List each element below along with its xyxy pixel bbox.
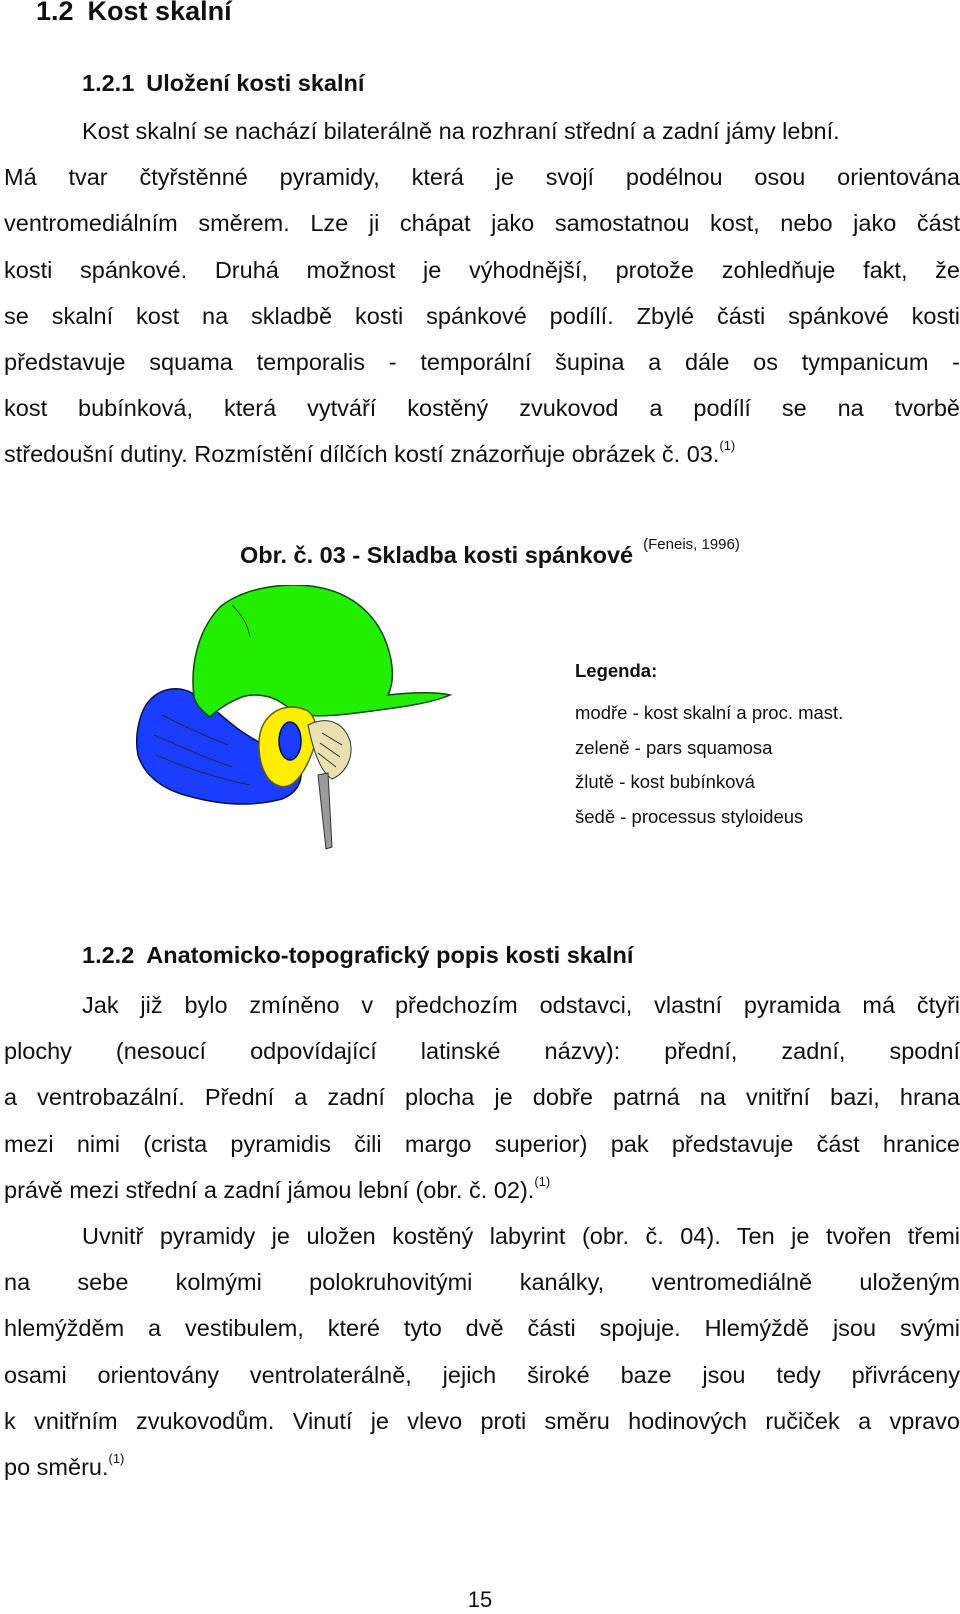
subsection-title: Uložení kosti skalní [146, 70, 365, 96]
paragraph-line: osami orientovány ventrolaterálně, jejich široké baze jsou tedy přivráceny [4, 1361, 960, 1388]
paragraph-line: představuje squama temporalis - temporální šupina a dále os tympanicum - [4, 348, 960, 375]
legend-item-blue: modře - kost skalní a proc. mast. [575, 702, 844, 723]
paragraph-line: a ventrobazální. Přední a zadní plocha je dobře patrná na vnitřní bazi, hrana [4, 1084, 960, 1111]
paragraph-line-last [4, 1167, 960, 1213]
legend-title: Legenda: [575, 660, 658, 681]
reference-mark: (1) [108, 1450, 125, 1466]
figure-legend [575, 660, 843, 840]
figure-source: (Feneis, 1996) [643, 536, 740, 553]
section-number: 1.2 [36, 0, 74, 26]
paragraph-line: kost bubínková, která vytváří kostěný zvukovod a podílí se na tvorbě [4, 395, 960, 422]
figure-caption-text: Obr. č. 03 - Skladba kosti spánkové [240, 542, 634, 568]
legend-item-yellow: žlutě - kost bubínková [575, 771, 755, 792]
paragraph-line: k vnitřním zvukovodům. Vinutí je vlevo proti směru hodinových ručiček a vpravo [4, 1407, 960, 1434]
paragraph-line-text: středoušní dutiny. Rozmístění dílčích kostí znázorňuje obrázek č. 03. [4, 441, 720, 468]
legend-item-green: zeleně - pars squamosa [575, 736, 773, 758]
section-heading [36, 0, 232, 27]
subsection-heading-1 [82, 70, 364, 97]
paragraph-1 [4, 108, 960, 478]
paragraph-line: Uvnitř pyramidy je uložen kostěný labyrint (obr. č. 04). Ten je tvořen třemi [82, 1223, 960, 1249]
paragraph-line-last [4, 431, 960, 477]
reference-mark: (1) [534, 1173, 551, 1189]
squamous-part-region [193, 585, 450, 717]
paragraph-line-last [4, 1444, 960, 1490]
paragraph-line-text: po směru. [4, 1453, 109, 1480]
acoustic-meatus [279, 722, 301, 760]
paragraph-line: na sebe kolmými polokruhovitými kanálky, ventromediálně uloženým [4, 1269, 960, 1296]
subsection-title: Anatomicko-topografický popis kosti skalní [146, 942, 634, 968]
subsection-heading-2 [82, 942, 633, 969]
page-number: 15 [467, 1587, 493, 1612]
paragraph-line: kosti spánkové. Druhá možnost je výhodnější, protože zohledňuje fakt, že [4, 256, 960, 283]
paragraph-line: Má tvar čtyřstěnné pyramidy, která je svojí podélnou osou orientována [4, 164, 960, 191]
paragraph-line-text: právě mezi střední a zadní jámou lební (obr. č. 02). [4, 1176, 535, 1203]
paragraph-line: hlemýžděm a vestibulem, které tyto dvě části spojuje. Hlemýždě jsou svými [4, 1315, 960, 1342]
temporal-bone-illustration [132, 585, 462, 885]
subsection-number: 1.2.1 [82, 70, 135, 96]
subsection-number: 1.2.2 [82, 942, 135, 968]
paragraph-line: se skalní kost na skladbě kosti spánkové podílí. Zbylé části spánkové kosti [4, 302, 960, 329]
section-title: Kost skalní [87, 0, 232, 26]
paragraph-line: mezi nimi (crista pyramidis čili margo superior) pak představuje část hranice [4, 1130, 960, 1157]
figure-caption [240, 536, 740, 569]
paragraph-3 [4, 1213, 960, 1490]
paragraph-line: Kost skalní se nachází bilaterálně na rozhraní střední a zadní jámy lební. [82, 118, 840, 144]
paragraph-2 [4, 982, 960, 1213]
paragraph-line: ventromediálním směrem. Lze ji chápat jako samostatnou kost, nebo jako část [4, 210, 960, 237]
legend-item-grey: šedě - processus styloideus [575, 805, 804, 827]
reference-mark: (1) [719, 438, 736, 454]
paragraph-line: plochy (nesoucí odpovídající latinské názvy): přední, zadní, spodní [4, 1038, 960, 1065]
paragraph-line: Jak již bylo zmíněno v předchozím odstavci, vlastní pyramida má čtyři [82, 992, 960, 1018]
styloid-process [318, 773, 332, 849]
